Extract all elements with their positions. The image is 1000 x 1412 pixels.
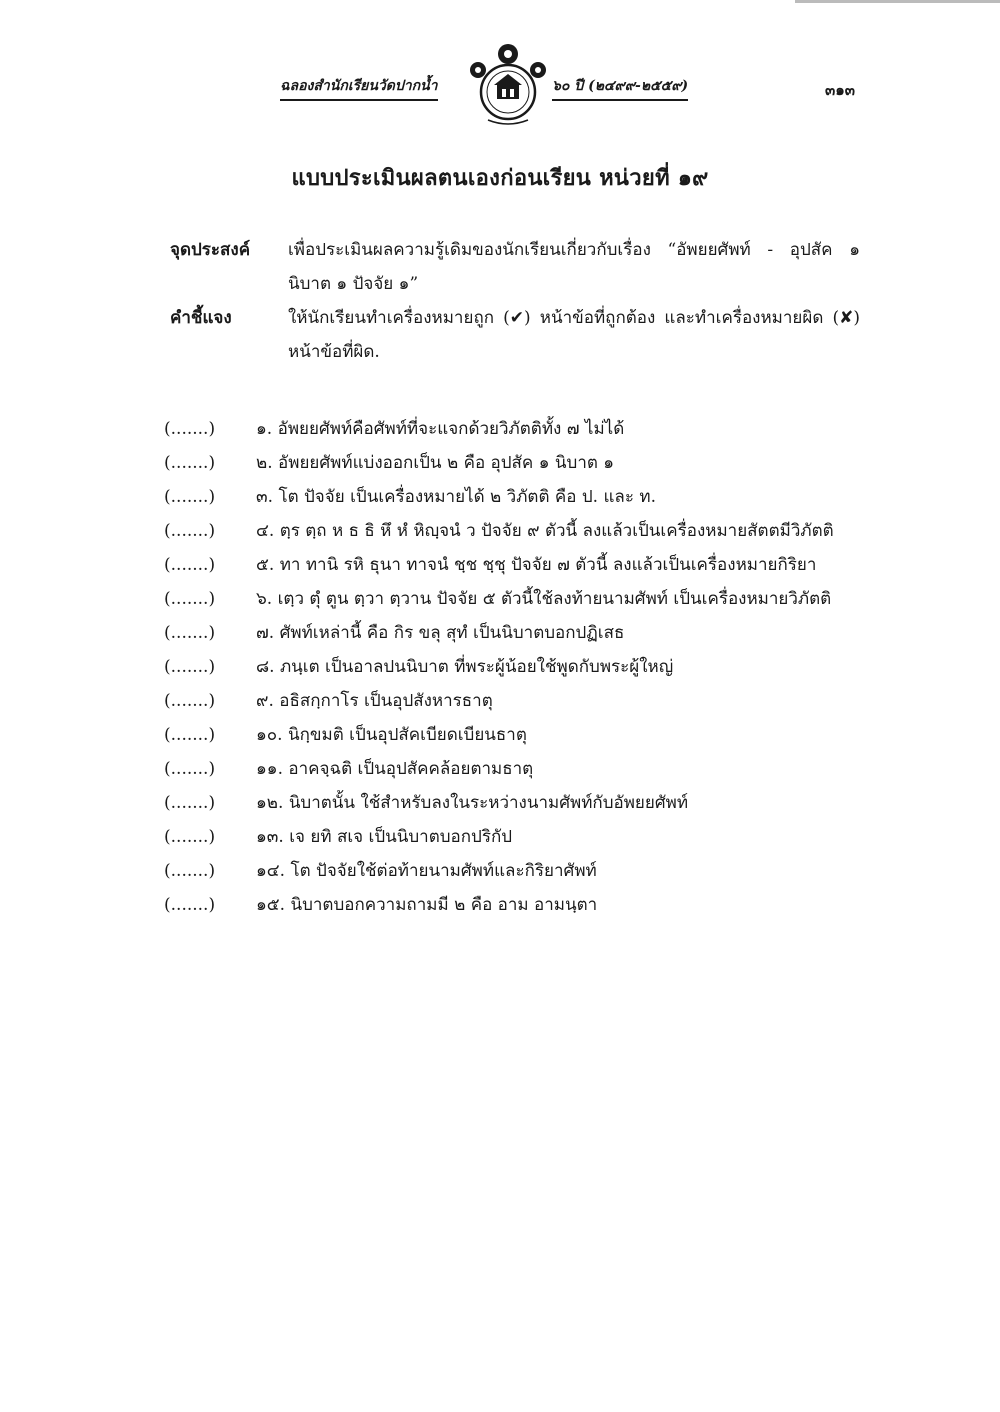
answer-blank[interactable]: (.......) bbox=[164, 657, 216, 677]
question-statement: เจ ยทิ สเจ เป็นนิบาตบอกปริกัป bbox=[289, 827, 513, 847]
question-number: ๑๑. bbox=[256, 759, 283, 779]
question-text bbox=[256, 650, 864, 684]
question-number: ๑. bbox=[256, 419, 273, 439]
page-title: แบบประเมินผลตนเองก่อนเรียน หน่วยที่ ๑๙ bbox=[291, 165, 709, 191]
question-text bbox=[256, 752, 864, 786]
question-text bbox=[256, 412, 864, 446]
question-number: ๑๕. bbox=[256, 895, 286, 915]
question-item bbox=[164, 820, 864, 854]
question-item bbox=[164, 718, 864, 752]
question-statement: นิบาตบอกความถามมี ๒ คือ อาม อามนฺตา bbox=[290, 895, 598, 915]
page-number: ๓๑๓ bbox=[824, 81, 855, 99]
question-number: ๖. bbox=[256, 589, 273, 609]
question-text bbox=[256, 718, 864, 752]
instruction-label: คำชี้แจง bbox=[170, 308, 232, 328]
question-text bbox=[256, 820, 864, 854]
answer-blank[interactable]: (.......) bbox=[164, 759, 216, 779]
question-statement: อัพยยศัพท์คือศัพท์ที่จะแจกด้วยวิภัตติทั้ง ๗ ไม่ได้ bbox=[277, 419, 625, 439]
objective-text: เพื่อประเมินผลความรู้เดิมของนักเรียนเกี่ยวกับเรื่อง “อัพยยศัพท์ - อุปสัค ๑ นิบาต ๑ ปัจจัย ๑” bbox=[288, 240, 860, 294]
question-item bbox=[164, 446, 864, 480]
question-item bbox=[164, 412, 864, 446]
question-statement: อาคจฺฉติ เป็นอุปสัคคล้อยตามธาตุ bbox=[288, 759, 534, 779]
answer-blank[interactable]: (.......) bbox=[164, 861, 216, 881]
top-edge-rule bbox=[795, 0, 1000, 3]
question-text bbox=[256, 684, 864, 718]
question-number: ๒. bbox=[256, 453, 273, 473]
question-number: ๑๔. bbox=[256, 861, 286, 881]
answer-blank[interactable]: (.......) bbox=[164, 589, 216, 609]
instruction-text-part-2: ) หน้าข้อที่ถูกต้อง และทำเครื่องหมายผิด ( bbox=[524, 308, 840, 328]
temple-emblem-icon bbox=[466, 42, 550, 130]
question-item bbox=[164, 582, 864, 616]
question-item bbox=[164, 786, 864, 820]
question-statement: อัพยยศัพท์แบ่งออกเป็น ๒ คือ อุปสัค ๑ นิบาต ๑ bbox=[278, 453, 615, 473]
question-number: ๔. bbox=[256, 521, 275, 541]
question-item bbox=[164, 888, 864, 922]
question-statement: ทา ทานิ รหิ ธุนา ทาจนํ ชฺช ชฺชุ ปัจจัย ๗ ตัวนี้ ลงแล้วเป็นเครื่องหมายกิริยา bbox=[279, 555, 817, 575]
question-number: ๘. bbox=[256, 657, 275, 677]
question-statement: นิบาตนั้น ใช้สำหรับลงในระหว่างนามศัพท์กับอัพยยศัพท์ bbox=[288, 793, 689, 813]
question-item bbox=[164, 480, 864, 514]
header-right-text: ๖๐ ปี (๒๔๙๙-๒๕๕๙) bbox=[552, 75, 688, 101]
question-statement: ภนฺเต เป็นอาลปนนิบาต ที่พระผู้น้อยใช้พูดกับพระผู้ใหญ่ bbox=[279, 657, 674, 677]
question-text bbox=[256, 854, 864, 888]
page-header bbox=[280, 42, 855, 132]
question-text bbox=[256, 616, 864, 650]
question-item bbox=[164, 616, 864, 650]
instruction-text bbox=[288, 301, 860, 369]
question-statement: ศัพท์เหล่านี้ คือ กิร ขลุ สุทํ เป็นนิบาตบอกปฏิเสธ bbox=[279, 623, 625, 643]
question-text bbox=[256, 548, 864, 582]
answer-blank[interactable]: (.......) bbox=[164, 487, 216, 507]
intro-section bbox=[170, 233, 860, 369]
objective-row bbox=[170, 233, 860, 301]
question-text bbox=[256, 514, 864, 548]
answer-blank[interactable]: (.......) bbox=[164, 895, 216, 915]
question-statement: โต ปัจจัยใช้ต่อท้ายนามศัพท์และกิริยาศัพท์ bbox=[290, 861, 597, 881]
cross-mark-icon: ✘ bbox=[839, 308, 854, 328]
question-item bbox=[164, 650, 864, 684]
question-text bbox=[256, 582, 864, 616]
instruction-text-part-3: ) หน้าข้อที่ผิด. bbox=[288, 308, 861, 362]
question-number: ๓. bbox=[256, 487, 274, 507]
question-number: ๕. bbox=[256, 555, 275, 575]
question-number: ๙. bbox=[256, 691, 274, 711]
question-list bbox=[164, 412, 864, 922]
question-statement: อธิสกฺกาโร เป็นอุปสังหารธาตุ bbox=[279, 691, 493, 711]
objective-label: จุดประสงค์ bbox=[170, 240, 251, 260]
question-item bbox=[164, 752, 864, 786]
answer-blank[interactable]: (.......) bbox=[164, 793, 216, 813]
question-text bbox=[256, 480, 864, 514]
check-mark-icon: ✔ bbox=[509, 308, 525, 328]
question-text bbox=[256, 888, 864, 922]
answer-blank[interactable]: (.......) bbox=[164, 725, 216, 745]
question-statement: โต ปัจจัย เป็นเครื่องหมายได้ ๒ วิภัตติ คือ ป. และ ท. bbox=[278, 487, 656, 507]
header-left-text: ฉลองสำนักเรียนวัดปากน้ำ bbox=[280, 75, 438, 101]
question-number: ๑๓. bbox=[256, 827, 284, 847]
instruction-row bbox=[170, 301, 860, 369]
answer-blank[interactable]: (.......) bbox=[164, 453, 216, 473]
question-statement: เตฺว ตุํ ตูน ตฺวา ตฺวาน ปัจจัย ๕ ตัวนี้ใช้ลงท้ายนามศัพท์ เป็นเครื่องหมายวิภัตติ bbox=[277, 589, 832, 609]
answer-blank[interactable]: (.......) bbox=[164, 691, 216, 711]
question-statement: ตฺร ตฺถ ห ธ ธิ หึ หํ หิญฺจนํ ว ปัจจัย ๙ ตัวนี้ ลงแล้วเป็นเครื่องหมายสัตตมีวิภัตติ bbox=[279, 521, 834, 541]
question-text bbox=[256, 786, 864, 820]
question-item bbox=[164, 684, 864, 718]
question-item bbox=[164, 548, 864, 582]
question-number: ๑๐. bbox=[256, 725, 283, 745]
question-number: ๗. bbox=[256, 623, 275, 643]
answer-blank[interactable]: (.......) bbox=[164, 555, 216, 575]
question-item bbox=[164, 514, 864, 548]
answer-blank[interactable]: (.......) bbox=[164, 419, 216, 439]
question-item bbox=[164, 854, 864, 888]
instruction-text-part-1: ให้นักเรียนทำเครื่องหมายถูก ( bbox=[288, 308, 510, 328]
answer-blank[interactable]: (.......) bbox=[164, 623, 216, 643]
question-number: ๑๒. bbox=[256, 793, 284, 813]
question-statement: นิกฺขมติ เป็นอุปสัคเบียดเบียนธาตุ bbox=[287, 725, 527, 745]
answer-blank[interactable]: (.......) bbox=[164, 521, 216, 541]
question-text bbox=[256, 446, 864, 480]
answer-blank[interactable]: (.......) bbox=[164, 827, 216, 847]
